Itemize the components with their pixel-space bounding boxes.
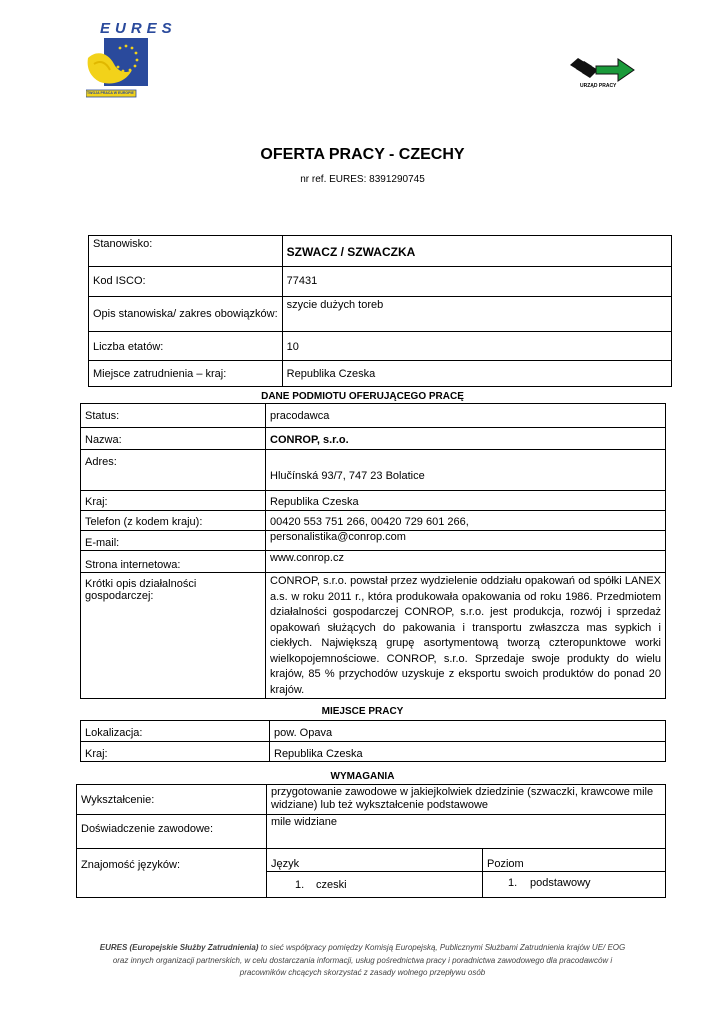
workplace-table <box>80 720 666 762</box>
language-item <box>267 872 483 898</box>
status-label: Status: <box>81 404 266 428</box>
isco-value: 77431 <box>282 267 671 297</box>
workplace-kraj-label: Kraj: <box>81 742 270 762</box>
footer-line-1 <box>60 942 665 955</box>
nazwa-label: Nazwa: <box>81 428 266 450</box>
level-item <box>483 872 666 898</box>
stanowisko-value: SZWACZ / SZWACZKA <box>282 236 671 267</box>
level-number: 1. <box>508 877 518 889</box>
miejsce-label: Miejsce zatrudnienia – kraj: <box>89 361 283 387</box>
eures-logo <box>86 20 177 100</box>
level-name: podstawowy <box>530 877 591 889</box>
wyksztalcenie-value: przygotowanie zawodowe w jakiejkolwiek dziedzinie (szwaczki, krawcowe mile widziane) lub też wykształcenie podstawowe <box>267 785 666 815</box>
workplace-kraj-value: Republika Czeska <box>270 742 666 762</box>
doswiadczenie-value: mile widziane <box>267 815 666 849</box>
eures-logo-text: EURES <box>100 20 177 37</box>
page-title: OFERTA PRACY - CZECHY <box>260 146 465 163</box>
footer-line-3: pracowników chcących skorzystać z zasady wolnego przepływu osób <box>239 968 486 977</box>
isco-label: Kod ISCO: <box>89 267 283 297</box>
nazwa-value: CONROP, s.r.o. <box>266 428 666 450</box>
requirements-section-title: WYMAGANIA <box>330 771 395 782</box>
miejsce-value: Republika Czeska <box>282 361 671 387</box>
stanowisko-label: Stanowisko: <box>89 236 283 267</box>
footer-line-1-rest: to sieć współpracy pomiędzy Komisją Europejską, Publicznymi Służbami Zatrudnienia krajów UE/ EOG <box>258 943 626 952</box>
requirements-table <box>76 784 666 898</box>
www-label: Strona internetowa: <box>81 551 266 573</box>
email-label: E-mail: <box>81 531 266 551</box>
opis-stanowiska-value: szycie dużych toreb <box>282 297 671 332</box>
telefon-label: Telefon (z kodem kraju): <box>81 511 266 531</box>
reference-number: nr ref. EURES: 8391290745 <box>300 174 425 185</box>
doswiadczenie-label: Doświadczenie zawodowe: <box>77 815 267 849</box>
lokalizacja-label: Lokalizacja: <box>81 721 270 742</box>
jezyk-header: Język <box>267 849 483 872</box>
language-name: czeski <box>316 879 347 891</box>
poziom-header: Poziom <box>483 849 666 872</box>
etaty-value: 10 <box>282 332 671 361</box>
www-value: www.conrop.cz <box>266 551 666 573</box>
footer-line-2: oraz innych organizacji partnerskich, w celu dostarczania informacji, usług pośrednictwa pracy i poradnictwa zawodowego dla pracodawców i <box>112 955 613 965</box>
email-value: personalistika@conrop.com <box>266 531 666 551</box>
opis-dzialalnosci-label: Krótki opis działalności gospodarczej: <box>81 573 266 699</box>
workplace-section-title: MIEJSCE PRACY <box>321 706 404 717</box>
position-table <box>88 235 672 387</box>
employer-section-title: DANE PODMIOTU OFERUJĄCEGO PRACĘ <box>261 391 464 402</box>
telefon-value: 00420 553 751 266, 00420 729 601 266, <box>266 511 666 531</box>
footer-eures-name: EURES (Europejskie Służby Zatrudnienia) <box>99 943 259 952</box>
kraj-value: Republika Czeska <box>266 491 666 511</box>
adres-value: Hlučínská 93/7, 747 23 Bolatice <box>266 450 666 491</box>
eures-logo-tagline: TWOJA PRACA W EUROPIE <box>87 91 134 95</box>
wyksztalcenie-label: Wykształcenie: <box>77 785 267 815</box>
footer <box>60 942 665 980</box>
etaty-label: Liczba etatów: <box>89 332 283 361</box>
employer-table <box>80 403 666 699</box>
status-value: pracodawca <box>266 404 666 428</box>
opis-stanowiska-label: Opis stanowiska/ zakres obowiązków: <box>89 297 283 332</box>
adres-label: Adres: <box>81 450 266 491</box>
urzad-pracy-logo <box>568 55 636 89</box>
urzad-pracy-text: URZĄD PRACY <box>580 83 617 89</box>
jezyki-label: Znajomość języków: <box>77 849 267 898</box>
language-number: 1. <box>295 879 305 891</box>
urzad-pracy-graphic <box>568 55 636 85</box>
lokalizacja-value: pow. Opava <box>270 721 666 742</box>
kraj-label: Kraj: <box>81 491 266 511</box>
opis-dzialalnosci-value: CONROP, s.r.o. powstał przez wydzielenie oddziału opakowań od spółki LANEX a.s. w roku 2011 r., która produkowała opakowania od roku 1986. Przedmiotem działalności gospodarczej CONROP, s.r.o. jest produkcja, rozwój i sprzedaż opakowań służących do pakowania i transportu zwłaszcza mas sypkich i ciekłych. Największą grupę asortymentową tworzą czteropunktowe worki wielkopojemnościowe. CONROP, s.r.o. Sprzedaje swoje produkty do wielu krajów, 85 % przychodów uzyskuje z eksportu swoich produktów do ponad 20 krajów. <box>266 573 666 699</box>
